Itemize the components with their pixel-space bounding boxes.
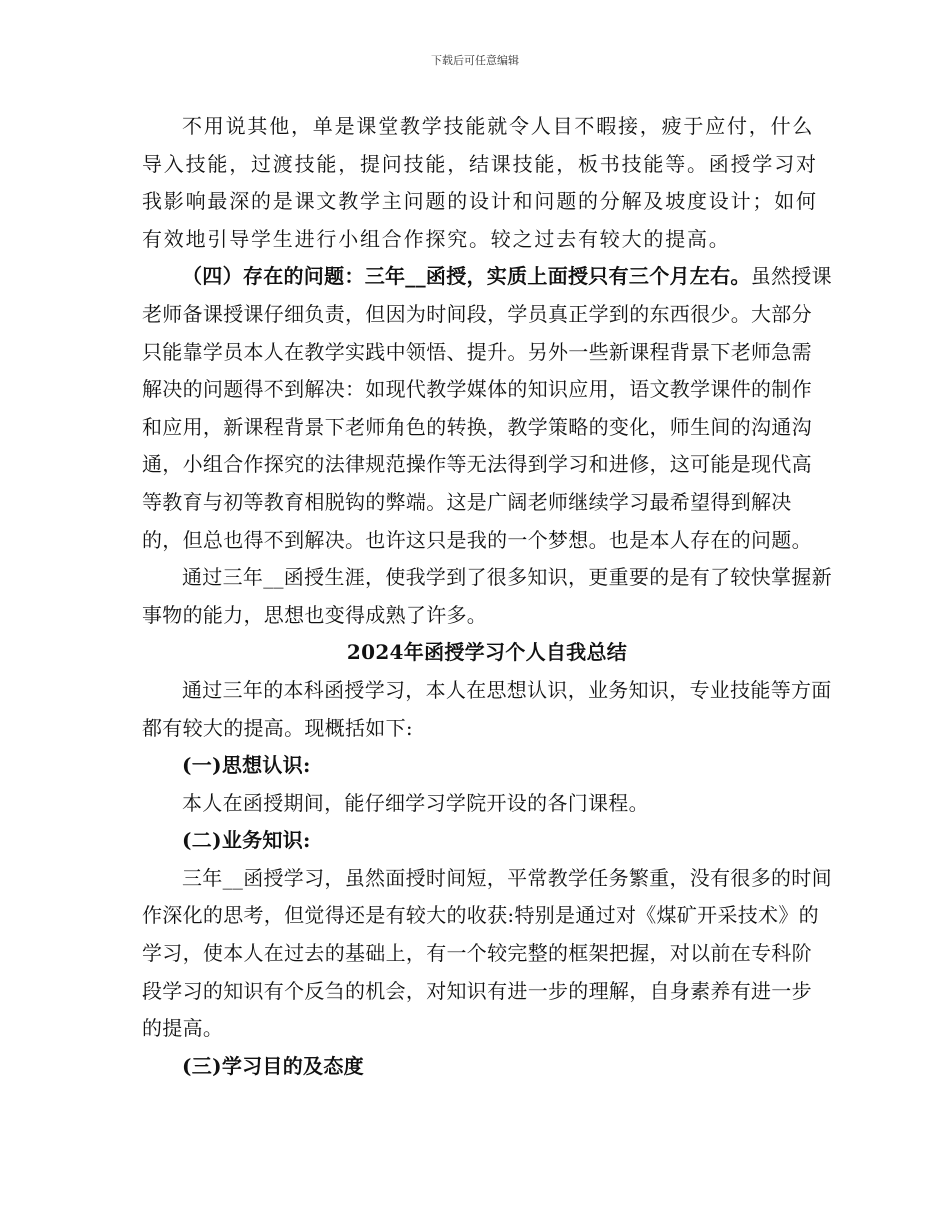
document-body — [142, 108, 832, 1085]
section-heading-purpose: (三)学习目的及态度 — [182, 1053, 364, 1078]
paragraph-intro: 通过三年的本科函授学习，本人在思想认识，业务知识，专业技能等方面都有较大的提高。现概括如下: — [142, 677, 832, 740]
paragraph-problems-lead: （四）存在的问题：三年__函授，实质上面授只有三个月左右。 — [182, 264, 751, 289]
paragraph-teaching-skills: 不用说其他，单是课堂教学技能就令人目不暇接，疲于应付，什么导入技能，过渡技能，提问技能，结课技能，板书技能等。函授学习对我影响最深的是课文教学主问题的设计和问题的分解及坡度设计；如何有效地引导学生进行小组合作探究。较之过去有较大的提高。 — [142, 114, 818, 251]
paragraph-problems — [142, 258, 832, 559]
paragraph-gains: 通过三年__函授生涯，使我学到了很多知识，更重要的是有了较快掌握新事物的能力，思想也变得成熟了许多。 — [142, 565, 832, 627]
document-title: 2024年函授学习个人自我总结 — [346, 640, 628, 665]
paragraph-business: 三年__函授学习，虽然面授时间短，平常教学任务繁重，没有很多的时间作深化的思考，但觉得还是有较大的收获:特别是通过对《煤矿开采技术》的学习，使本人在过去的基础上，有一个较完整的框架把握，对以前在专科阶段学习的知识有个反刍的机会，对知识有进一步的理解，自身素养有进一步的提高。 — [142, 865, 832, 1041]
paragraph-ideology: 本人在函授期间，能仔细学习学院开设的各门课程。 — [182, 790, 649, 815]
section-heading-business: (二)业务知识: — [182, 828, 311, 853]
paragraph-problems-text: 虽然授课老师备课授课仔细负责，但因为时间段，学员真正学到的东西很少。大部分只能靠学员本人在教学实践中领悟、提升。另外一些新课程背景下老师急需解决的问题得不到解决：如现代教学媒体的知识应用，语文教学课件的制作和应用，新课程背景下老师角色的转换，教学策略的变化，师生间的沟通沟通，小组合作探究的法律规范操作等无法得到学习和进修，这可能是现代高等教育与初等教育相脱钩的弊端。这是广阔老师继续学习最希望得到解决的，但总也得不到解决。也许这只是我的一个梦想。也是本人存在的问题。 — [142, 264, 832, 552]
section-heading-ideology: (一)思想认识: — [182, 753, 311, 778]
page-header-note: 下载后可任意编辑 — [431, 54, 519, 67]
